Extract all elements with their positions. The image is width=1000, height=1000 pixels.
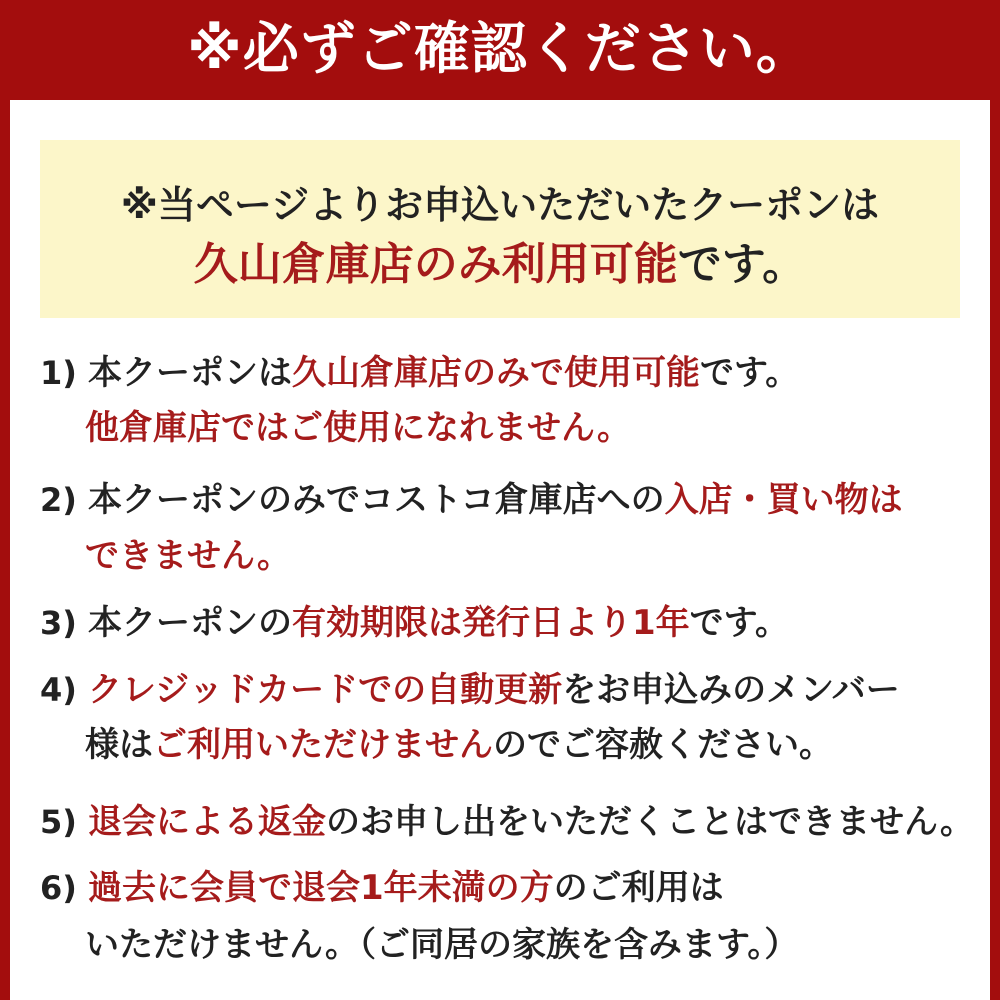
item-line <box>85 536 291 576</box>
item-number: 4) <box>40 671 77 709</box>
item-text: 退会による返金 <box>88 802 326 842</box>
item-number: 6) <box>40 869 77 907</box>
item-line <box>88 670 900 710</box>
item-text: 他倉庫店ではご使用になれません。 <box>85 408 632 448</box>
item-text: 過去に会員で退会1年未満の方 <box>88 868 554 908</box>
item-line <box>88 603 789 643</box>
page-title: ※必ずご確認ください。 <box>187 17 813 82</box>
item-text: 本クーポンは <box>88 353 292 393</box>
item-line <box>85 725 833 765</box>
item-number: 3) <box>40 604 77 642</box>
item-text: いただけません。（ご同居の家族を含みます。） <box>85 925 799 965</box>
item-text: のお申し出をいただくことはできません。 <box>326 802 975 842</box>
item-line <box>88 802 974 842</box>
notice-line-2 <box>40 240 960 290</box>
item-text: 入店・買い物は <box>664 480 903 520</box>
item-text: です。 <box>700 353 800 393</box>
item-text: クレジッドカードでの自動更新 <box>88 670 563 710</box>
item-text: できません。 <box>85 536 292 576</box>
notice-line-1: ※当ページよりお申込いただいたクーポンは <box>120 183 880 227</box>
item-line <box>88 480 903 520</box>
item-text: のでご容赦ください。 <box>493 725 833 765</box>
item-line <box>88 353 799 393</box>
notice-text: です。 <box>677 239 807 290</box>
item-line <box>85 925 798 965</box>
notice-box <box>40 140 960 318</box>
item-text: です。 <box>689 603 789 643</box>
item-text: 本クーポンのみでコストコ倉庫店への <box>88 480 665 520</box>
item-text: のご利用は <box>553 868 724 908</box>
item-text: 様は <box>85 725 153 765</box>
item-line <box>88 868 724 908</box>
item-line <box>85 408 631 448</box>
item-number: 2) <box>40 481 77 519</box>
item-text: 久山倉庫店のみで使用可能 <box>292 353 700 393</box>
item-number: 1) <box>40 354 77 392</box>
item-text: をお申込みのメンバー <box>562 670 900 710</box>
item-text: ご利用いただけません <box>153 725 493 765</box>
item-text: 有効期限は発行日より1年 <box>292 603 690 643</box>
notice-emphasis: 久山倉庫店のみ利用可能 <box>193 239 678 290</box>
item-text: 本クーポンの <box>88 603 292 643</box>
header-banner <box>0 0 1000 100</box>
item-number: 5) <box>40 803 77 841</box>
content-panel <box>10 100 990 1000</box>
